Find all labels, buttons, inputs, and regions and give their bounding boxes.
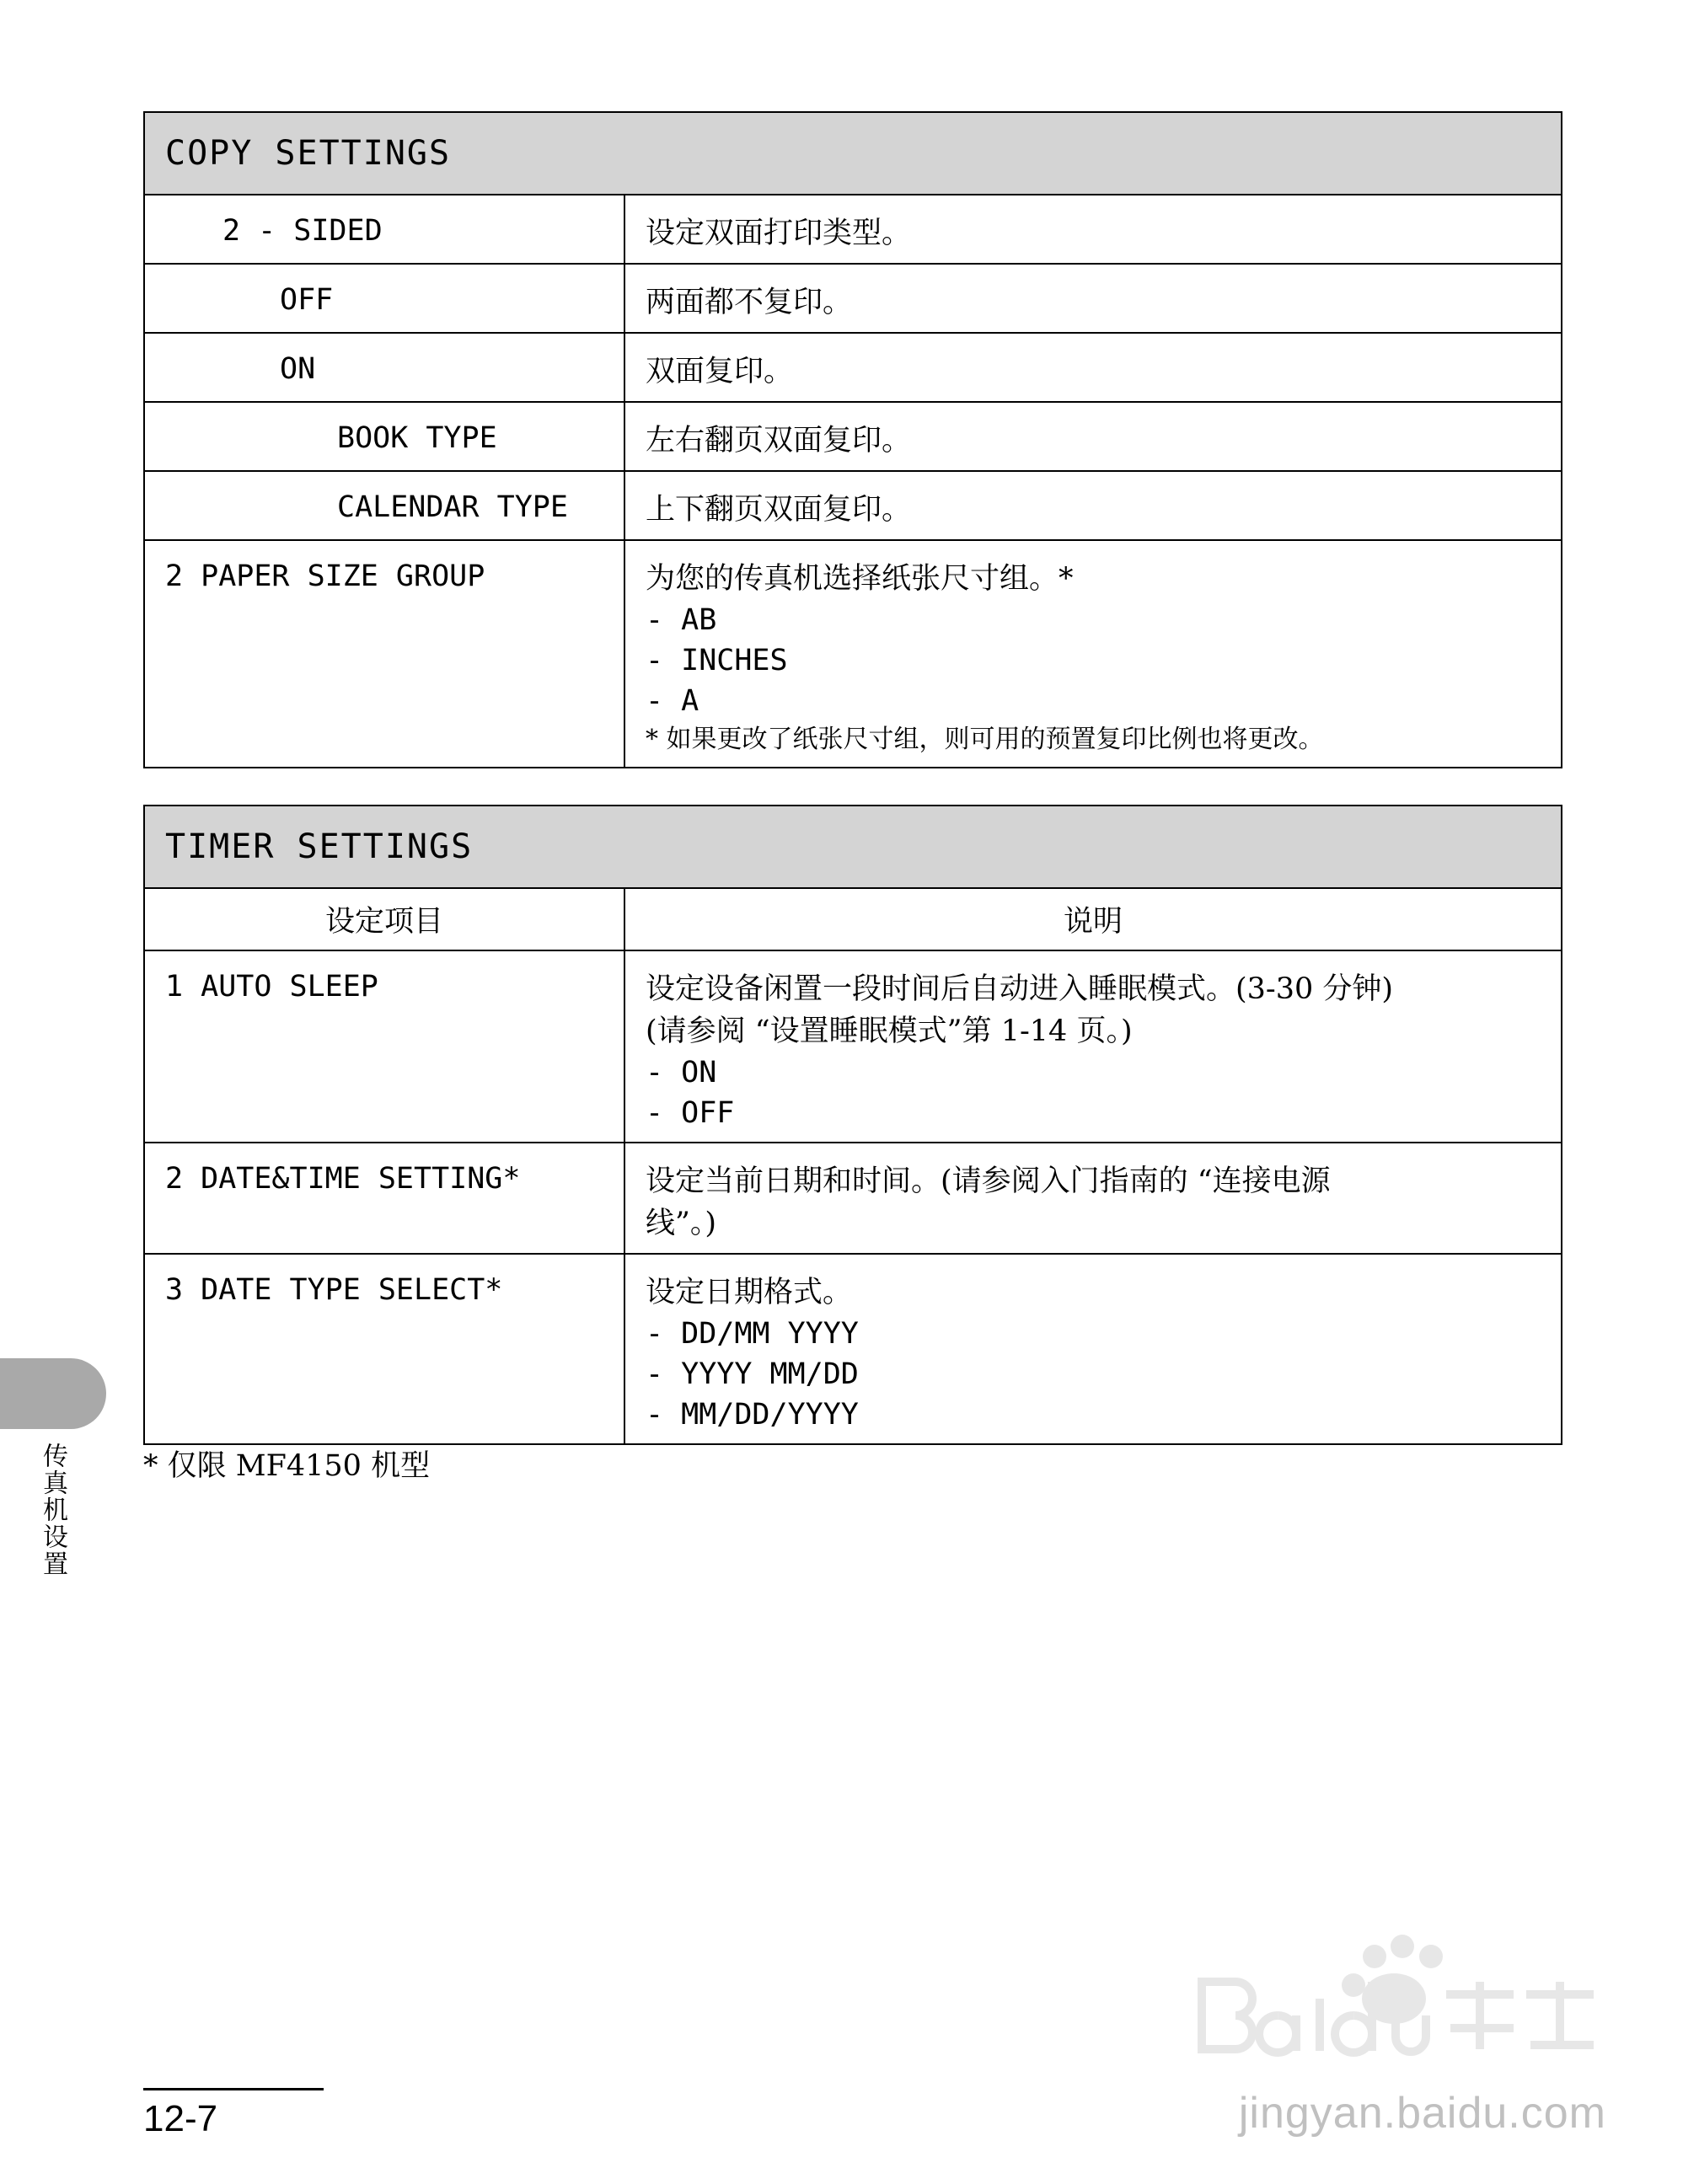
copy-settings-table xyxy=(143,111,1562,768)
option-item: - A xyxy=(646,684,699,718)
table-row xyxy=(144,540,1562,768)
setting-description xyxy=(624,402,1562,471)
table-row xyxy=(144,195,1562,264)
setting-description xyxy=(624,1143,1562,1254)
page-number: 12-7 xyxy=(143,2098,218,2139)
setting-description xyxy=(624,333,1562,402)
description-line: (请参阅 “设置睡眠模式”第 1-14 页。) xyxy=(646,1014,1133,1048)
table-row xyxy=(144,950,1562,1143)
chapter-side-label: 传真机设置 xyxy=(38,1443,67,1577)
option-item: - YYYY MM/DD xyxy=(646,1357,859,1391)
column-header-description: 说明 xyxy=(624,888,1562,950)
table-row xyxy=(144,333,1562,402)
watermark-url: jingyan.baidu.com xyxy=(1238,2089,1606,2138)
setting-key: CALENDAR TYPE xyxy=(144,471,624,540)
baidu-watermark-logo-icon xyxy=(1185,1923,1606,2091)
footnote: * 仅限 MF4150 机型 xyxy=(143,1449,431,1483)
setting-description xyxy=(624,1254,1562,1444)
setting-key: 2 DATE&TIME SETTING* xyxy=(144,1143,624,1254)
description-line: 上下翻页双面复印。 xyxy=(646,493,912,527)
description-line: 为您的传真机选择纸张尺寸组。* xyxy=(646,562,1074,596)
copy-settings-title: COPY SETTINGS xyxy=(144,112,1562,195)
description-line: 左右翻页双面复印。 xyxy=(646,424,912,458)
timer-settings-table xyxy=(143,805,1562,1445)
chapter-tab xyxy=(0,1358,106,1429)
description-note: * 如果更改了纸张尺寸组，则可用的预置复印比例也将更改。 xyxy=(646,725,1324,754)
description-line: 双面复印。 xyxy=(646,355,794,388)
setting-description xyxy=(624,471,1562,540)
setting-key: BOOK TYPE xyxy=(144,402,624,471)
setting-key: OFF xyxy=(144,264,624,333)
description-line: 两面都不复印。 xyxy=(646,286,853,319)
timer-settings-title: TIMER SETTINGS xyxy=(144,806,1562,888)
setting-description xyxy=(624,950,1562,1143)
description-line: 设定设备闲置一段时间后自动进入睡眠模式。(3-30 分钟) xyxy=(646,972,1394,1006)
description-line: 设定日期格式。 xyxy=(646,1276,853,1309)
option-item: - OFF xyxy=(646,1096,735,1130)
option-item: - INCHES xyxy=(646,644,788,677)
description-line: 设定当前日期和时间。(请参阅入门指南的 “连接电源 xyxy=(646,1164,1331,1198)
setting-key: 2 - SIDED xyxy=(144,195,624,264)
table-row xyxy=(144,1143,1562,1254)
table-row xyxy=(144,264,1562,333)
description-line: 线”。) xyxy=(646,1207,717,1240)
option-item: - DD/MM YYYY xyxy=(646,1317,859,1351)
page-number-rule xyxy=(143,2088,324,2090)
setting-key: 2 PAPER SIZE GROUP xyxy=(144,540,624,768)
option-item: - MM/DD/YYYY xyxy=(646,1398,859,1432)
setting-key: 3 DATE TYPE SELECT* xyxy=(144,1254,624,1444)
setting-description xyxy=(624,540,1562,768)
table-row xyxy=(144,402,1562,471)
setting-description xyxy=(624,195,1562,264)
option-item: - ON xyxy=(646,1056,717,1089)
column-header-item: 设定项目 xyxy=(144,888,624,950)
option-item: - AB xyxy=(646,603,717,637)
table-row xyxy=(144,1254,1562,1444)
setting-key: ON xyxy=(144,333,624,402)
setting-key: 1 AUTO SLEEP xyxy=(144,950,624,1143)
setting-description xyxy=(624,264,1562,333)
table-row xyxy=(144,471,1562,540)
description-line: 设定双面打印类型。 xyxy=(646,217,912,250)
